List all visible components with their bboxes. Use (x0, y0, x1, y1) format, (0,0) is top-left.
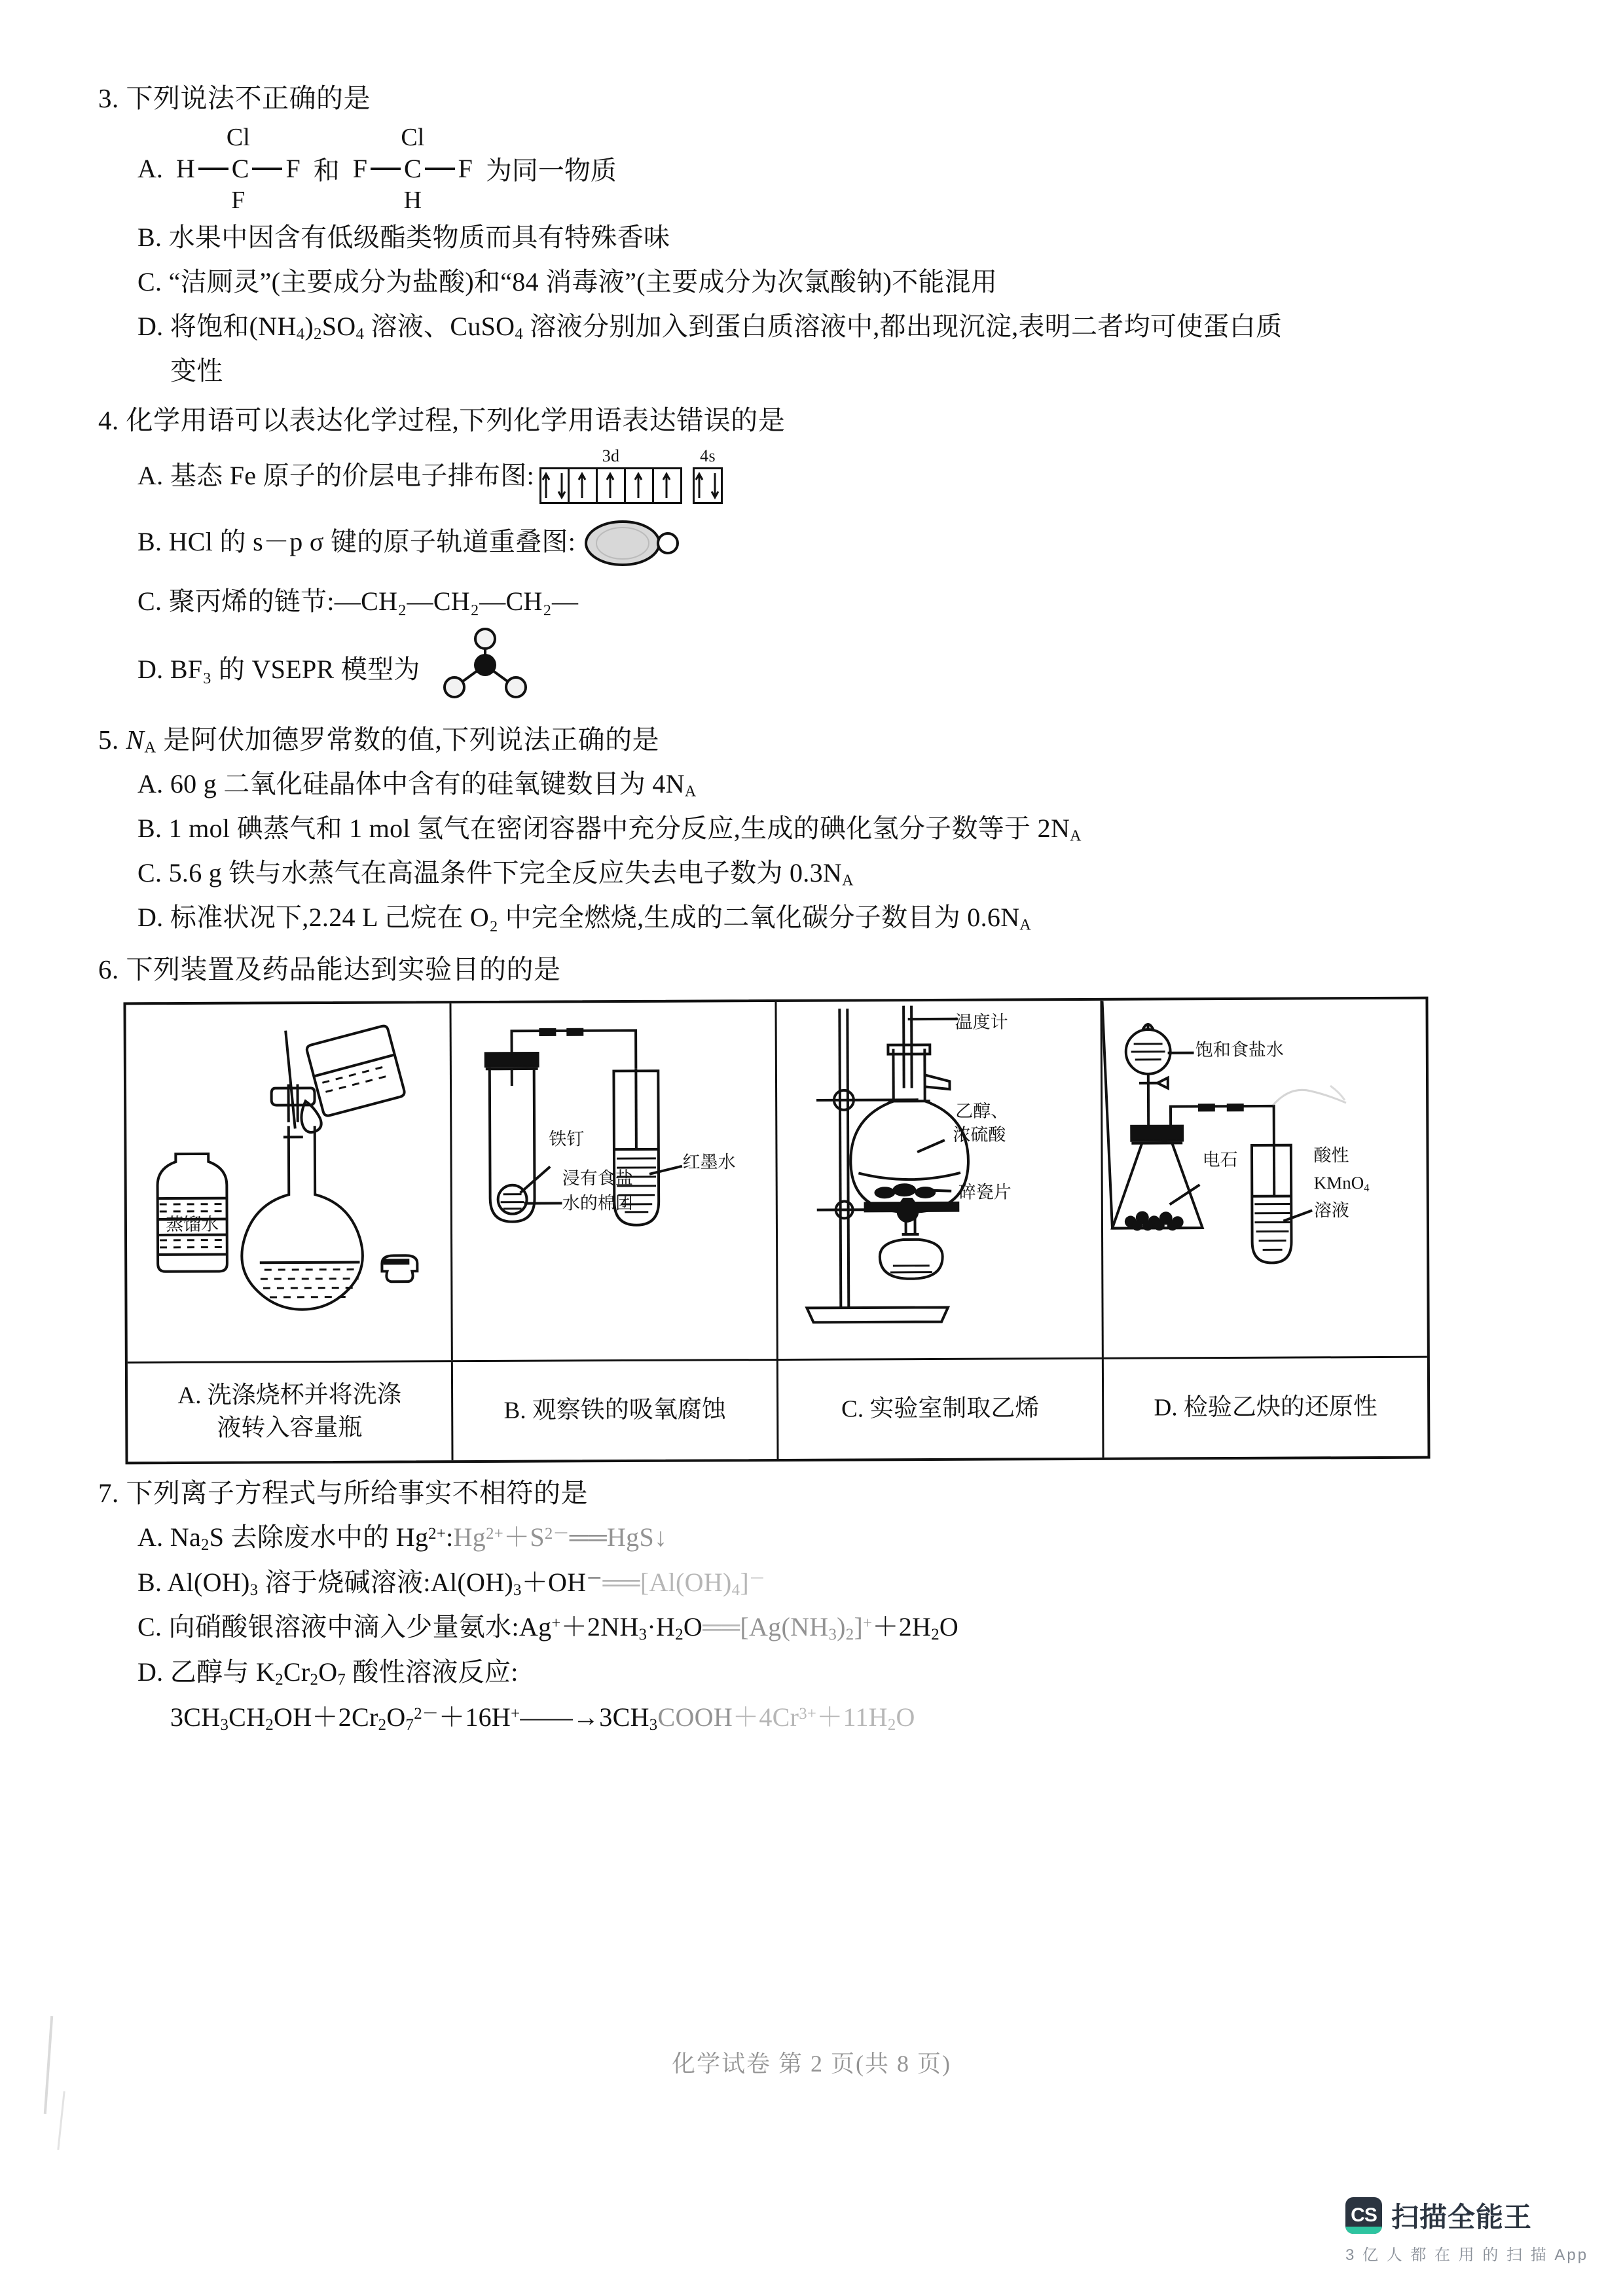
apparatus-caption-d: D. 检验乙炔的还原性 (1154, 1393, 1377, 1422)
orbital-3d-boxes (539, 467, 682, 504)
page-footer: 化学试卷 第 2 页(共 8 页) (672, 2051, 951, 2077)
mol1-right-bond (252, 168, 282, 170)
question-7-option-d-equation: $3CH_3CH_2OH+2Cr_2O_7^{2-}+16H^+——\to 3CH_3COOH+4Cr^{3+}+11H_2O$ (170, 1702, 915, 1734)
label-kmno4: KMnO$_4$ (1313, 1172, 1370, 1194)
mol2-right-bond (425, 168, 455, 170)
question-3-stem: 3. 下列说法不正确的是 (98, 83, 371, 113)
apparatus-figure-d (1102, 999, 1427, 1357)
question-3-option-d: D. 将饱和$(NH_4)_2SO_4$ 溶液、CuSO$_4$ 溶液分别加入到蛋白质溶液中,都出现沉淀,表明二者均可使蛋白质 (137, 311, 1283, 343)
question-5-option-d: D. 标准状况下,2.24 L 己烷在 O₂ 中完全燃烧,生成的二氧化碳分子数目为 0.6NA (137, 903, 1032, 934)
orbital-3d-label: 3d (602, 446, 620, 465)
mol2-top-atom: Cl (401, 123, 425, 151)
question-5-stem: 5. NA 是阿伏加德罗常数的值,下列说法正确的是 (98, 724, 660, 757)
orbital-cell (541, 469, 570, 502)
label-saturated-brine: 饱和食盐水 (1195, 1039, 1284, 1060)
label-iron-nail: 铁钉 (549, 1128, 585, 1149)
orbital-overlap-icon (582, 520, 687, 567)
apparatus-caption-a: A. 洗涤烧杯并将洗涤 液转入容量瓶 (128, 1362, 454, 1462)
orbital-4s-label: 4s (700, 446, 716, 465)
question-3-option-a (98, 123, 1525, 215)
label-ethanol: 乙醇、 (955, 1101, 1009, 1121)
label-thermometer: 温度计 (955, 1012, 1008, 1032)
label-salt-cotton-line2: 水的棉团 (562, 1193, 633, 1213)
apparatus-figure-b (451, 1002, 776, 1360)
question-7-option-a: A. $Na_2S$ 去除废水中的 $Hg^{2+}:Hg^{2+}+S^{2-}══HgS↓$ (137, 1522, 668, 1554)
question-4-option-b: B. HCl 的 s－p σ 键的原子轨道重叠图: (98, 521, 1525, 568)
question-5-option-a: A. 60 g 二氧化硅晶体中含有的硅氧键数目为 4NA (137, 769, 697, 800)
apparatus-cell-a (126, 1003, 452, 1361)
apparatus-table (123, 996, 1430, 1464)
orbital-4s-boxes (693, 467, 723, 504)
molecule-1 (176, 123, 301, 215)
question-4-stem: 4. 化学用语可以表达化学过程,下列化学用语表达错误的是 (98, 405, 786, 436)
mol2-left-bond (371, 168, 401, 170)
orbital-cell (570, 469, 598, 502)
question-7-stem: 7. 下列离子方程式与所给事实不相符的是 (98, 1477, 588, 1508)
mol2-right-atom: F (458, 153, 473, 183)
question-3-option-b: B. 水果中因含有低级酯类物质而具有特殊香味 (137, 222, 670, 252)
question-4-option-d: D. BF₃ 的 VSEPR 模型为 (98, 636, 1525, 708)
apparatus-figure-c (776, 1000, 1101, 1358)
orbital-cell (695, 469, 721, 502)
mol1-center-atom: C (231, 153, 249, 183)
camscanner-watermark (1345, 2196, 1588, 2265)
orbital-cell (598, 469, 626, 502)
apparatus-cell-d (1102, 999, 1427, 1357)
scan-smudge (1270, 1083, 1349, 1109)
mol2-left-atom: F (352, 153, 367, 183)
label-calcium-carbide: 电石 (1202, 1149, 1238, 1170)
vsepr-trigonal-planar-icon (436, 627, 534, 699)
mol1-left-atom: H (175, 153, 195, 183)
apparatus-cell-c (776, 1000, 1103, 1358)
molecule-2 (353, 123, 473, 215)
label-acidic: 酸性 (1313, 1145, 1349, 1166)
question-3-option-d-continuation: 变性 (170, 356, 223, 386)
mol2-bottom-atom: H (403, 186, 422, 214)
apparatus-figure-a (126, 1003, 450, 1361)
camscanner-subtitle: 3 亿 人 都 在 用 的 扫 描 App (1345, 2246, 1589, 2264)
question-5-option-b: B. 1 mol 碘蒸气和 1 mol 氢气在密闭容器中充分反应,生成的碘化氢分子数等于 2NA (137, 814, 1082, 845)
svg-text:蒸馏水: 蒸馏水 (166, 1214, 219, 1234)
joiner-and: 和 (313, 156, 340, 185)
apparatus-caption-c: C. 实验室制取乙烯 (778, 1359, 1104, 1458)
question-7-option-c: C. 向硝酸银溶液中滴入少量氨水$:Ag^++2NH_3\cdot H_2O══[Ag(NH_3)_2]^++2H_2O$ (137, 1612, 959, 1644)
mol1-top-atom: Cl (226, 123, 250, 151)
scan-edge-artifact-2 (57, 2091, 65, 2150)
option-a-suffix-text: 为同一物质 (485, 156, 617, 185)
question-7-option-d: D. 乙醇与 $K_2Cr_2O_7$ 酸性溶液反应: (137, 1657, 519, 1689)
question-7-option-b: B. $Al(OH)_3$ 溶于烧碱溶液$:Al(OH)_3+OH^-══[Al(OH)_4]^-$ (137, 1567, 766, 1599)
question-6-stem: 6. 下列装置及药品能达到实验目的的是 (98, 954, 561, 985)
label-porcelain-chips: 碎瓷片 (958, 1182, 1012, 1202)
question-5-option-c: C. 5.6 g 铁与水蒸气在高温条件下完全反应失去电子数为 0.3NA (137, 858, 854, 889)
mol1-left-bond (198, 168, 228, 170)
mol2-center-atom: C (403, 153, 422, 183)
option-a-label: A. (137, 154, 163, 183)
label-red-ink: 红墨水 (682, 1151, 736, 1172)
mol1-right-atom: F (285, 153, 301, 183)
camscanner-logo-icon: CS (1345, 2197, 1382, 2234)
orbital-diagram-icon (539, 448, 723, 504)
mol1-bottom-atom: F (231, 186, 246, 214)
question-4-option-c: C. 聚丙烯的链节:—CH₂—CH₂—CH₂— (137, 586, 579, 616)
camscanner-title: 扫描全能王 (1391, 2202, 1533, 2233)
question-3-option-c: C. “洁厕灵”(主要成分为盐酸)和“84 消毒液”(主要成分为次氯酸钠)不能混用 (137, 266, 998, 296)
orbital-cell (654, 469, 680, 502)
label-conc-sulfuric-acid: 浓硫酸 (953, 1124, 1006, 1145)
apparatus-caption-b: B. 观察铁的吸氧腐蚀 (453, 1361, 779, 1460)
label-solution: 溶液 (1313, 1200, 1349, 1221)
question-4-option-a: A. 基态 Fe 原子的价层电子排布图: 3d 4s (98, 450, 1525, 507)
apparatus-cell-b (451, 1002, 778, 1360)
label-salt-cotton-line1: 浸有食盐 (562, 1168, 633, 1189)
orbital-cell (626, 469, 654, 502)
